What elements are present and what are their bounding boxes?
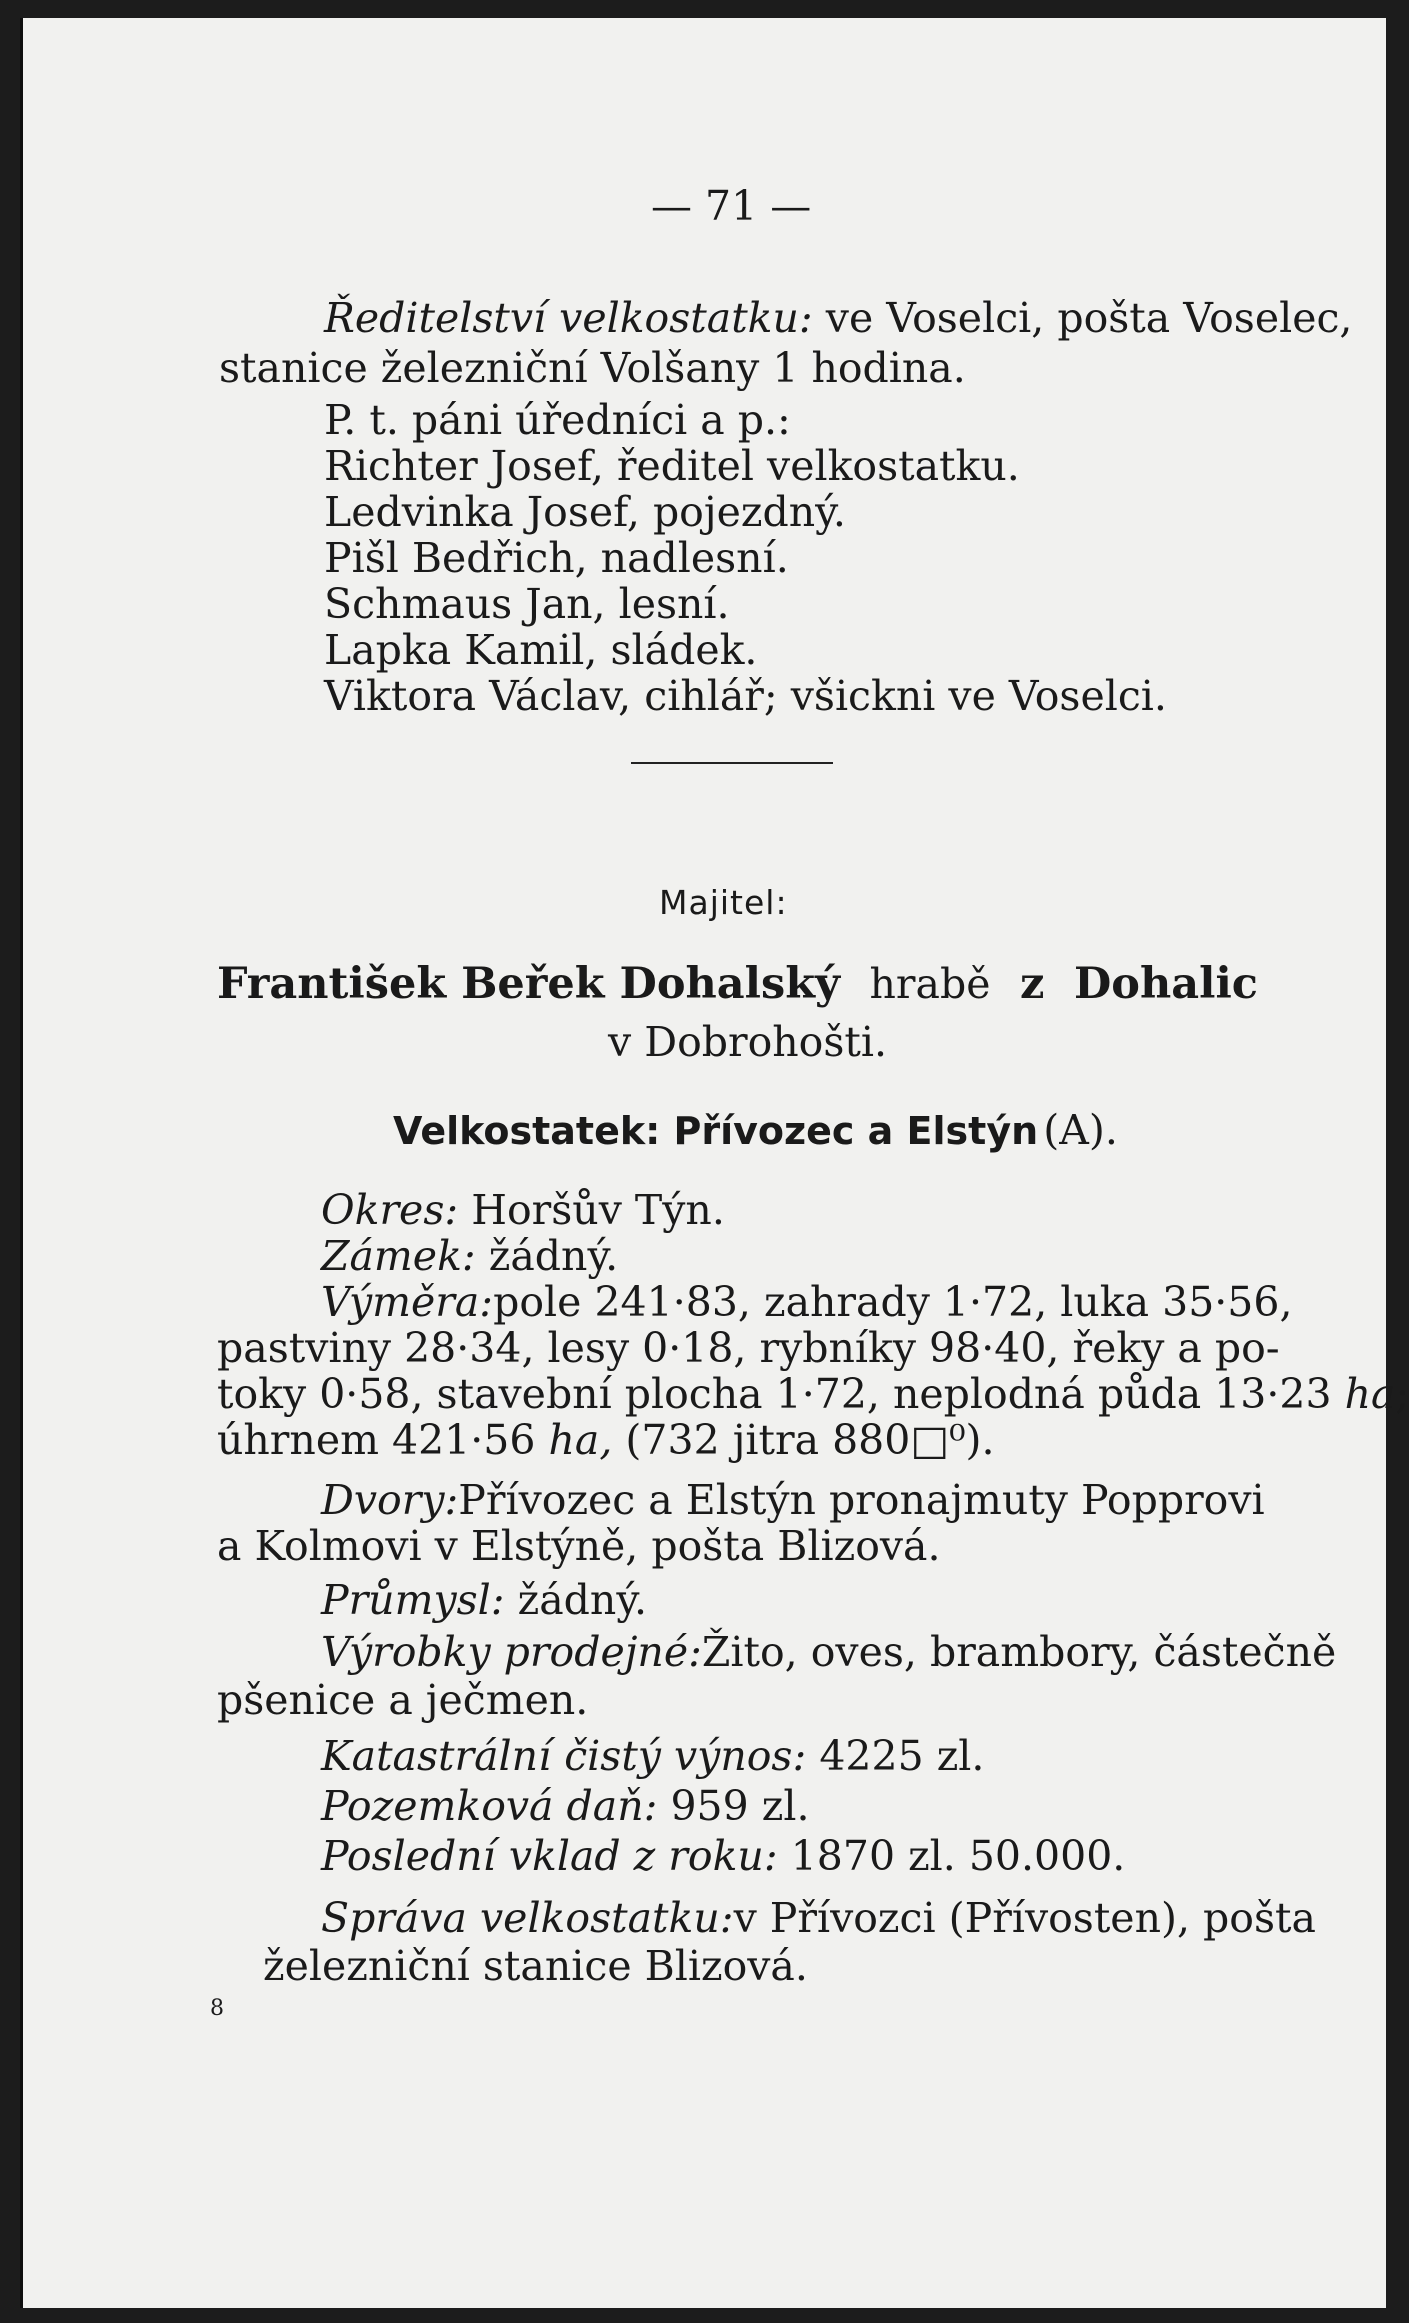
vyrobky-line-1 [321,1628,1337,1676]
owner-name: František Beřek Dohalský [217,959,840,1009]
katastr-value: 4225 zl. [806,1732,985,1780]
dan-line [321,1782,810,1830]
vklad-value: 1870 zl. 50.000. [777,1832,1126,1880]
katastr-line [321,1732,985,1780]
signature-mark: 8 [210,1996,224,2021]
staff-item: Viktora Václav, cihlář; všickni ve Voselci. [324,672,1167,720]
staff-item: Pišl Bedřich, nadlesní. [324,534,789,582]
owner-line [217,959,1258,1009]
okres-value: Horšův Týn. [458,1186,725,1234]
owner-z: z [1020,959,1045,1009]
staff-item: Schmaus Jan, lesní. [324,580,730,628]
owner-place: Dohalic [1074,959,1258,1009]
sprava-line-2: železniční stanice Blizová. [263,1942,808,1990]
dvory-label: Dvory: [321,1476,459,1524]
sprava-line-1 [321,1894,1316,1942]
owner-label: Majitel: [659,883,788,922]
prumysl-label: Průmysl: [321,1576,505,1624]
directorate-value: ve Voselci, pošta Voselec, [812,294,1353,342]
vyrobky-label: Výrobky prodejné: [321,1628,702,1676]
dan-label: Pozemková daň: [321,1782,658,1830]
okres-label: Okres: [321,1186,459,1234]
dan-value: 959 zl. [657,1782,810,1830]
vymera-text: pastviny 28·34, lesy 0·18, rybníky 98·40, řeky a po- [217,1324,1280,1372]
vymera-line-1 [321,1278,1293,1326]
vymera-line-4 [217,1416,995,1464]
estate-heading: Velkostatek: Přívozec a Elstýn [393,1109,1039,1153]
section1-line-1 [324,294,1353,342]
prumysl-value: žádný. [504,1576,648,1624]
owner-line-row [217,959,1258,1009]
staff-item: Richter Josef, ředitel velkostatku. [324,442,1020,490]
zamek-line [321,1232,619,1280]
prumysl-line [321,1576,648,1624]
vymera-label: Výměra: [321,1278,494,1326]
okres-line [321,1186,725,1234]
vymera-total: úhrnem 421·56 [217,1416,536,1464]
vymera-line-1-row [321,1278,1293,1326]
section1-line-2: stanice železniční Volšany 1 hodina. [219,344,966,392]
vymera-line-2 [217,1324,1280,1372]
section-divider [631,762,833,764]
estate-heading-line [393,1106,1118,1154]
katastr-label: Katastrální čistý výnos: [321,1732,807,1780]
vklad-label: Poslední vklad z roku: [321,1832,778,1880]
sprava-label: Správa velkostatku: [321,1894,734,1942]
vymera-text: pole 241·83, zahrady 1·72, luka 35·56, [493,1278,1293,1326]
owner-title: hrabě [869,960,991,1008]
sprava-line-1-row [321,1894,1316,1942]
vklad-line [321,1832,1126,1880]
staff-item: Lapka Kamil, sládek. [324,626,758,674]
vymera-punct: ; [1395,1370,1409,1418]
dvory-text: Přívozec a Elstýn pronajmuty Popprovi [458,1476,1265,1524]
book-page [20,18,1409,2308]
sprava-text: v Přívozci (Přívosten), pošta [733,1894,1316,1942]
vymera-text: toky 0·58, stavební plocha 1·72, neplodná půda 13·23 [217,1370,1332,1418]
vymera-unit: ha, [548,1416,613,1464]
estate-code: (A). [1043,1106,1118,1154]
dvory-line-2: a Kolmovi v Elstýně, pošta Blizová. [217,1522,941,1570]
owner-residence: v Dobrohošti. [608,1018,888,1066]
directorate-label: Ředitelství velkostatku: [324,294,813,342]
dvory-line-1 [321,1476,1265,1524]
dvory-line-1-row [321,1476,1265,1524]
vyrobky-line-1-row [321,1628,1337,1676]
vymera-line-3 [217,1370,1409,1418]
page-number: — 71 — [651,182,812,230]
vymera-tail: (732 jitra 880□⁰). [612,1416,995,1464]
zamek-value: žádný. [475,1232,619,1280]
vymera-unit: ha [1344,1370,1396,1418]
staff-item: Ledvinka Josef, pojezdný. [324,488,846,536]
vyrobky-line-2: pšenice a ječmen. [217,1676,589,1724]
zamek-label: Zámek: [321,1232,476,1280]
vymera-line-2-row [217,1324,1280,1372]
vyrobky-text: Žito, oves, brambory, částečně [701,1628,1337,1676]
staff-heading: P. t. páni úředníci a p.: [324,396,791,444]
